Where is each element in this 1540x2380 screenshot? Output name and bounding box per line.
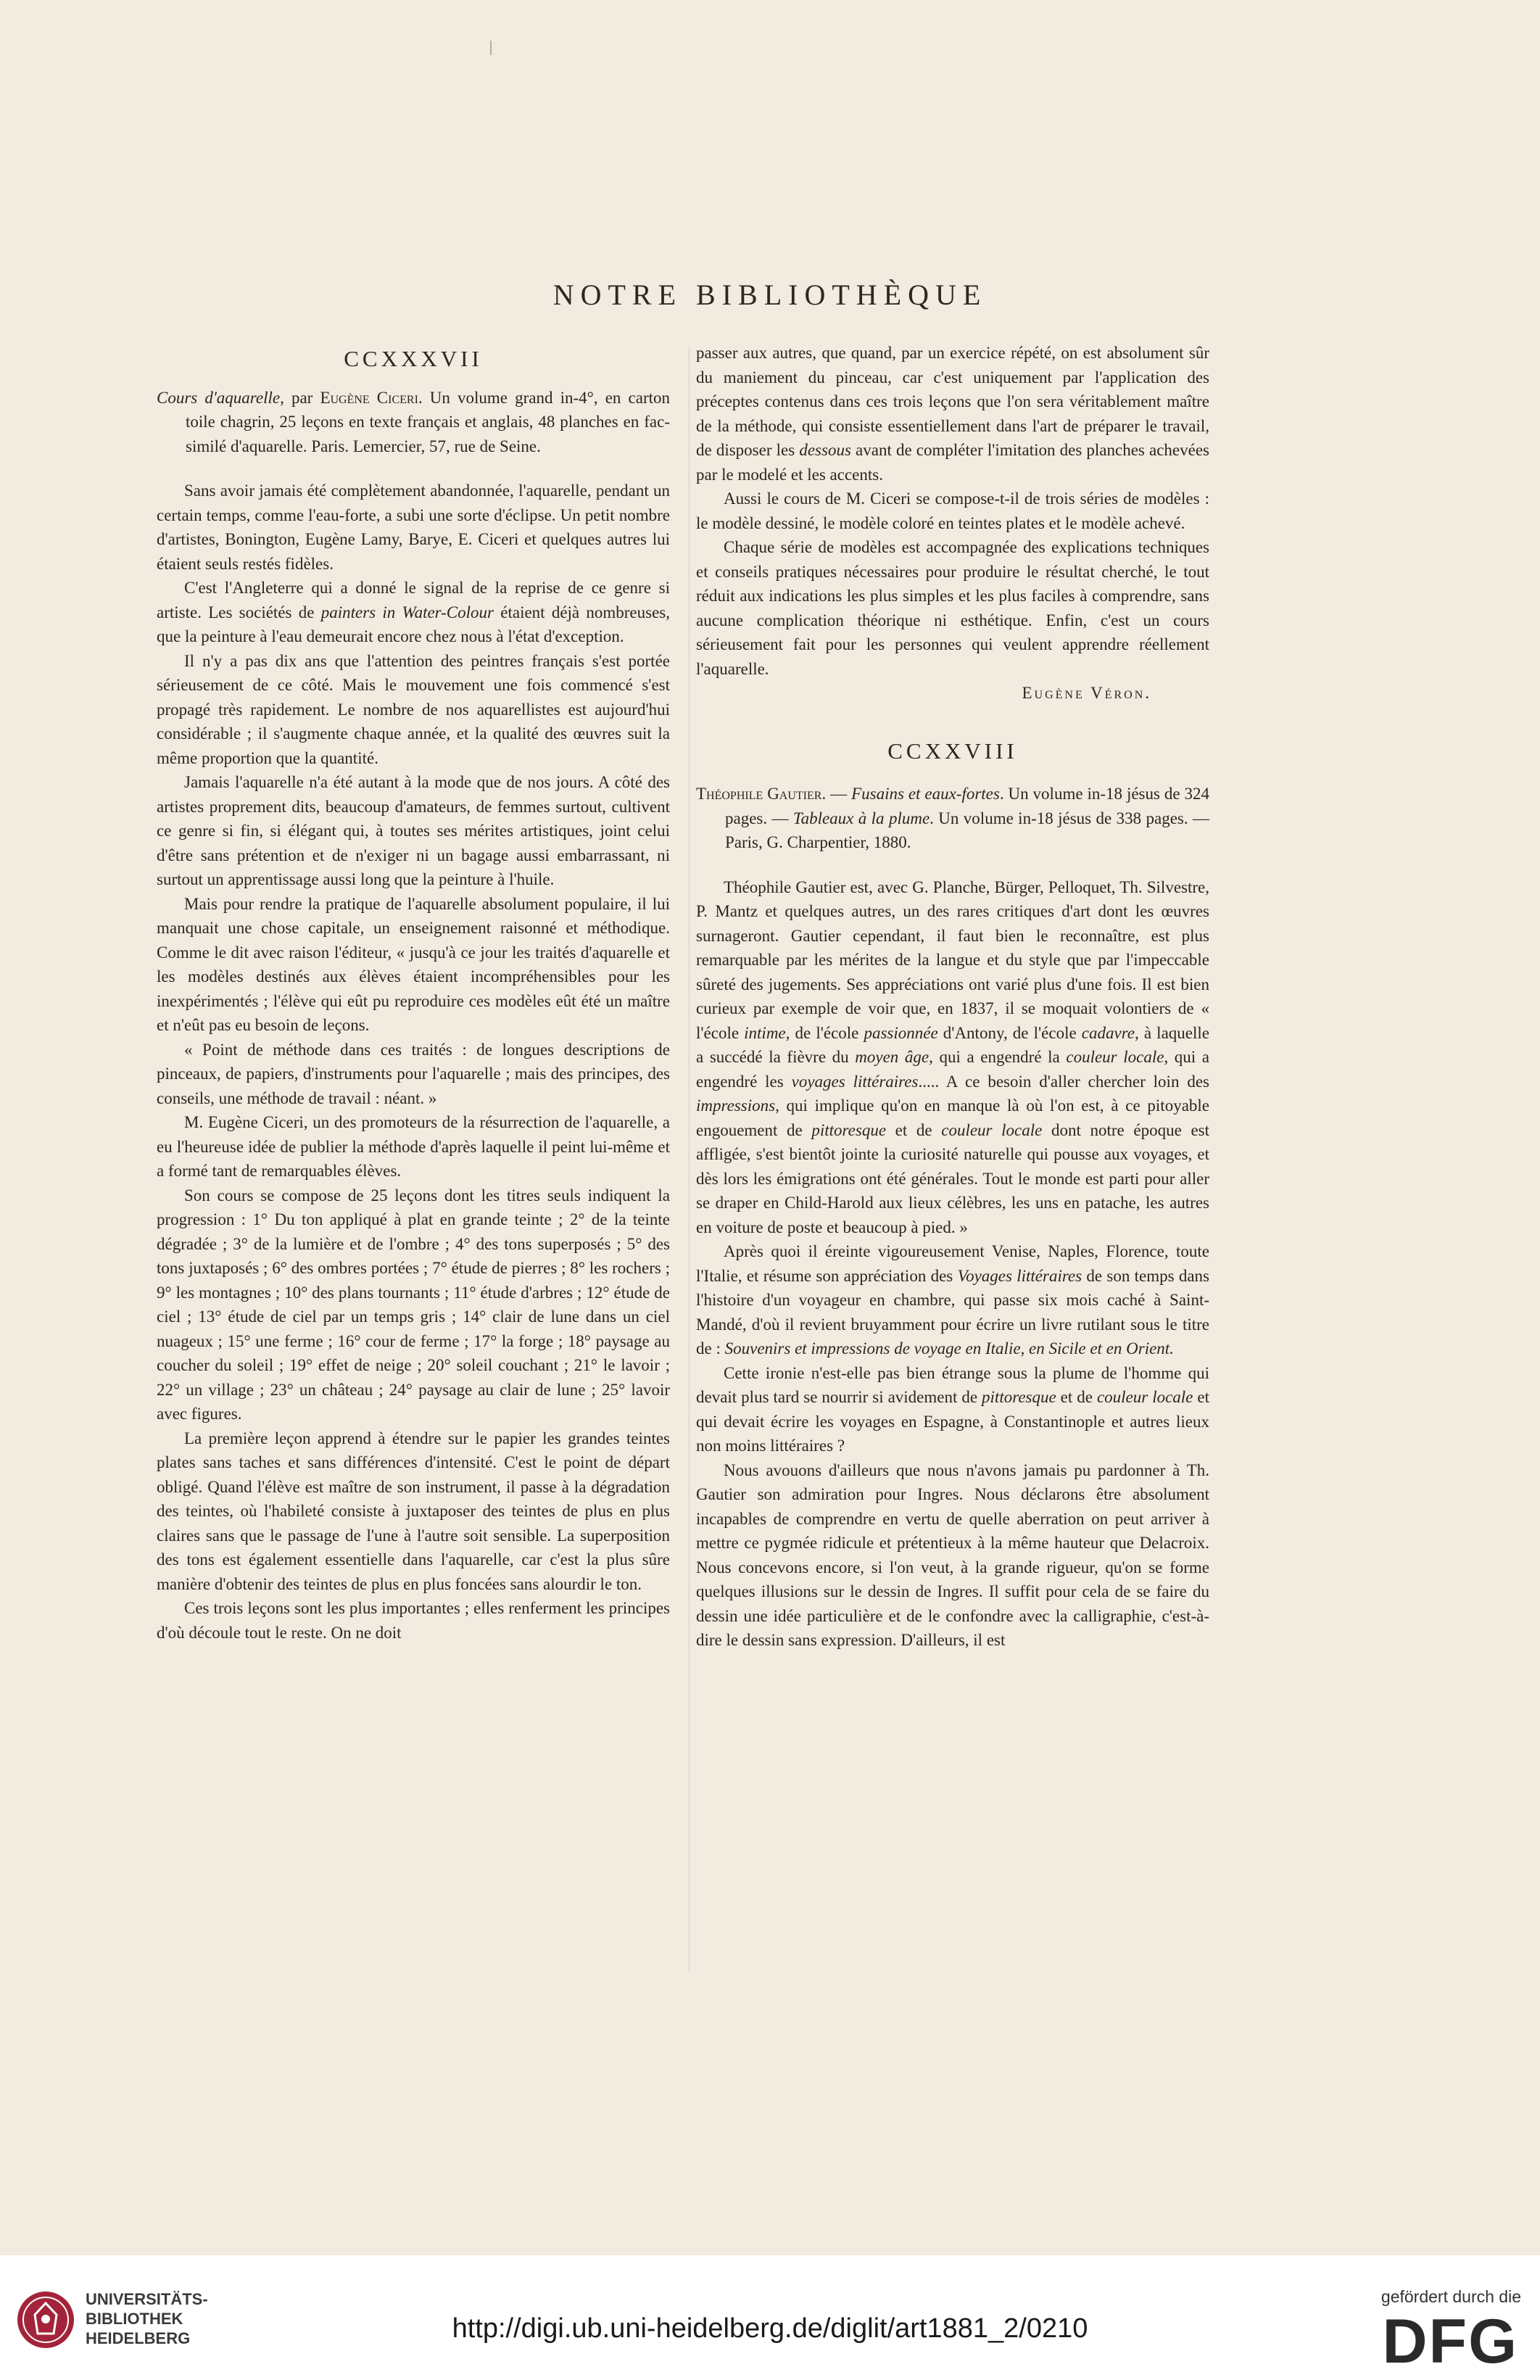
paragraph: « Point de méthode dans ces traités : de longues descriptions de pinceaux, de papiers, d'instruments pour l'aquarelle ; mais des principes, des conseils, une méthode de travail : néant. » bbox=[157, 1040, 670, 1107]
paragraph: Son cours se compose de 25 leçons dont les titres seuls indiquent la progression : 1° Du ton appliqué à plat en grande teinte ; 2° de la teinte dégradée ; 3° de la lumière et de l'ombre ; 4° des tons superposés ; 5° des tons juxtaposés ; 6° des ombres portées ; 7° étude de pierres ; 8° les rochers ; 9° les montagnes ; 10° des plans tournants ; 11° étude d'arbres ; 12° étude de ciel ; 13° étude de ciel par un temps gris ; 14° clair de lune dans un ciel nuageux ; 15° une ferme ; 16° cour de ferme ; 17° la forge ; 18° paysage au coucher du soleil ; 19° effet de neige ; 20° soleil couchant ; 21° le lavoir ; 22° un village ; 23° un château ; 24° paysage au clair de lune ; 25° lavoir avec figures. bbox=[157, 1186, 670, 1423]
paragraph: Ces trois leçons sont les plus importantes ; elles renferment les principes d'où découle tout le reste. On ne doit bbox=[157, 1599, 670, 1642]
book-title: Tableaux à la plume bbox=[792, 809, 930, 827]
permalink-url[interactable]: http://digi.ub.uni-heidelberg.de/diglit/art1881_2/0210 bbox=[452, 2313, 1088, 2344]
right-column bbox=[696, 341, 1209, 1653]
paragraph: Sans avoir jamais été complètement abandonnée, l'aquarelle, pendant un certain temps, comme l'eau-forte, a subi une sorte d'éclipse. Un petit nombre d'artistes, Bonington, Eugène Lamy, Barye, E. Ciceri et quelques autres lui étaient seuls restés fidèles. bbox=[157, 482, 670, 573]
paragraph: Après quoi il éreinte vigoureusement Venise, Naples, Florence, toute l'Italie, et résume son appréciation des Voyages littéraires de son temps dans l'histoire d'un voyageur en chambre, qui passe six mois caché à Saint-Mandé, d'où il revient bruyamment pour écrire un livre rutilant sous le titre de : Souvenirs et impressions de voyage en Italie, en Sicile et en Orient. bbox=[696, 1242, 1210, 1358]
book-title: Fusains et eaux-fortes bbox=[851, 785, 1000, 803]
book-author: Théophile Gautier bbox=[696, 785, 822, 803]
section-numeral-237: CCXXXVII bbox=[344, 346, 483, 371]
dfg-logo: DFG bbox=[1382, 2307, 1518, 2376]
paragraph: C'est l'Angleterre qui a donné le signal de la reprise de ce genre si artiste. Les sociétés de painters in Water-Colour étaient déjà nombreuses, que la peinture à l'eau demeurait encore chez nous à l'état d'exception. bbox=[157, 579, 670, 645]
paragraph: passer aux autres, que quand, par un exercice répété, on est absolument sûr du maniement du pinceau, car c'est uniquement par l'application des préceptes contenus dans ces trois leçons que l'on sera véritablement maître de la méthode, qui consiste essentiellement dans l'art de préparer le travail, de disposer les dessous avant de compléter l'imitation des planches achevées par le modelé et les accents. bbox=[696, 344, 1209, 484]
paragraph: Chaque série de modèles est accompagnée des explications techniques et conseils pratiques nécessaires pour produire le résultat cherché, le tout réduit aux indications les plus simples et les plus faciles à comprendre, sans aucune complication théorique ni esthétique. Enfin, c'est un cours sérieusement fait pour les personnes qui veulent apprendre réellement l'aquarelle. bbox=[696, 538, 1209, 678]
paragraph: La première leçon apprend à étendre sur le papier les grandes teintes plates sans taches et sans différences d'intensité. C'est le point de départ obligé. Quand l'élève est maître de son instrument, il passe à la dégradation des teintes, où l'habileté consiste à juxtaposer des teintes de plus en plus claires sans que le passage de l'une à l'autre soit sensible. La superposition des tons est également essentielle dans l'aquarelle, car c'est la plus sûre manière d'obtenir des teintes de plus en plus foncées sans alourdir le ton. bbox=[157, 1429, 670, 1593]
book-title: Cours d'aquarelle, bbox=[157, 388, 284, 407]
paragraph: M. Eugène Ciceri, un des promoteurs de la résurrection de l'aquarelle, a eu l'heureuse idée de publier la méthode d'après laquelle il peint lui-même et a formé tant de remarquables élèves. bbox=[157, 1113, 670, 1180]
footer-bar bbox=[0, 2255, 1540, 2380]
left-column bbox=[157, 341, 670, 1645]
paragraph: Aussi le cours de M. Ciceri se compose-t-il de trois séries de modèles : le modèle dessiné, le modèle coloré en teintes plates et le modèle achevé. bbox=[696, 489, 1209, 532]
paragraph: Il n'y a pas dix ans que l'attention des peintres français s'est portée sérieusement de ce côté. Mais le mouvement une fois commencé s'est propagé très rapidement. Le nombre de nos aquarellistes est aujourd'hui considérable ; il s'augmente chaque année, et la qualité des œuvres suit la même proportion que la quantité. bbox=[157, 651, 670, 767]
author-signature: Eugène Véron. bbox=[1022, 684, 1151, 702]
paragraph: Théophile Gautier est, avec G. Planche, Bürger, Pelloquet, Th. Silvestre, P. Mantz et quelques autres, un des rares critiques d'art dont les œuvres surnageront. Gautier cependant, il faut bien le reconnaître, est plus remarquable par les mérites de la langue et du style que par l'impeccable sûreté des jugements. Ses appréciations ont varié plus d'une fois. Il est bien curieux par exemple de voir que, en 1837, il se moquait volontiers de « l'école intime, de l'école passionnée d'Antony, de l'école cadavre, à laquelle a succédé la fièvre du moyen âge, qui a engendré la couleur locale, qui a engendré les voyages littéraires..... A ce besoin d'aller chercher loin des impressions, qui implique qu'on en manque là où l'on est, à ce pitoyable engouement de pittoresque et de couleur locale dont notre époque est affligée, s'est bientôt jointe la curiosité naturelle qui pousse aux voyages, et dès lors les émigrations ont été générales. Tout le monde est parti pour aller se draper en Child-Harold aux lieux célèbres, les uns en patache, les autres en voiture de poste et beaucoup à pied. » bbox=[696, 877, 1209, 1236]
book-author: Eugène Ciceri bbox=[320, 388, 418, 407]
book-details: . Un volume grand in-4°, en carton toile chagrin, 25 leçons en texte français et anglais, 48 planches en fac-similé d'aquarelle. Paris. Lemercier, 57, rue de Seine. bbox=[186, 388, 671, 455]
institution-name: UNIVERSITÄTS- BIBLIOTHEK HEIDELBERG bbox=[86, 2290, 208, 2347]
column-divider bbox=[689, 347, 690, 1971]
paragraph: Nous avouons d'ailleurs que nous n'avons jamais pu pardonner à Th. Gautier son admiration pour Ingres. Nous déclarons être absolument incapables de comprendre en vertu de quelle aberration on peut arriver à mettre ce pygmée ridicule et prétentieux à la même hauteur que Delacroix. Nous concevons encore, si l'on veut, à la grande rigueur, qu'on se forme quelques illusions sur le dessin de Ingres. Il suffit pour cela de se faire du dessin une idée particulière et de le confondre avec la calligraphie, c'est-à-dire le dessin sans expression. D'ailleurs, il est bbox=[696, 1460, 1209, 1649]
paragraph: Jamais l'aquarelle n'a été autant à la mode que de nos jours. A côté des artistes proprement dits, beaucoup d'amateurs, de femmes surtout, cultivent ce genre si fin, si élégant qui, à toutes ses mérites artistiques, joint celui d'être sans prétention et de n'exiger ni un bagage aussi embarrassant, ni surtout un apprentissage aussi long que la peinture à l'huile. bbox=[157, 773, 670, 888]
funding-note: gefördert durch die bbox=[1380, 2287, 1521, 2306]
paragraph: Cette ironie n'est-elle pas bien étrange sous la plume de l'homme qui devait plus tard se nourrir si avidement de pittoresque et de couleur locale et qui devait écrire les voyages en Espagne, à Constantinople et autres lieux non moins littéraires ? bbox=[696, 1363, 1209, 1455]
bibliographic-entry: Théophile Gautier. — Fusains et eaux-fortes. Un volume in-18 jésus de 324 pages. — Tableaux à la plume. Un volume in-18 jésus de 338 pages. — Paris, G. Charpentier, 1880. bbox=[696, 785, 1210, 851]
running-head: NOTRE BIBLIOTHÈQUE bbox=[552, 278, 988, 311]
bibliographic-entry: Cours d'aquarelle, par Eugène Ciceri. Un volume grand in-4°, en carton toile chagrin, 25 leçons en texte français et anglais, 48 planches en fac-similé d'aquarelle. Paris. Lemercier, 57, rue de Seine. bbox=[157, 388, 671, 455]
paragraph: Mais pour rendre la pratique de l'aquarelle absolument populaire, il lui manquait une chose capitale, un enseignement raisonné et méthodique. Comme le dit avec raison l'éditeur, « jusqu'à ce jour les traités d'aquarelle et les modèles destinés aux élèves étaient incompréhensibles pour les inexpérimentés ; l'élève qui eût pu reproduire ces modèles eût été un maître et n'eût pas eu besoin de leçons. bbox=[157, 894, 670, 1034]
section-numeral-228: CCXXVIII bbox=[887, 737, 1018, 764]
page-edge-mark bbox=[490, 41, 492, 55]
